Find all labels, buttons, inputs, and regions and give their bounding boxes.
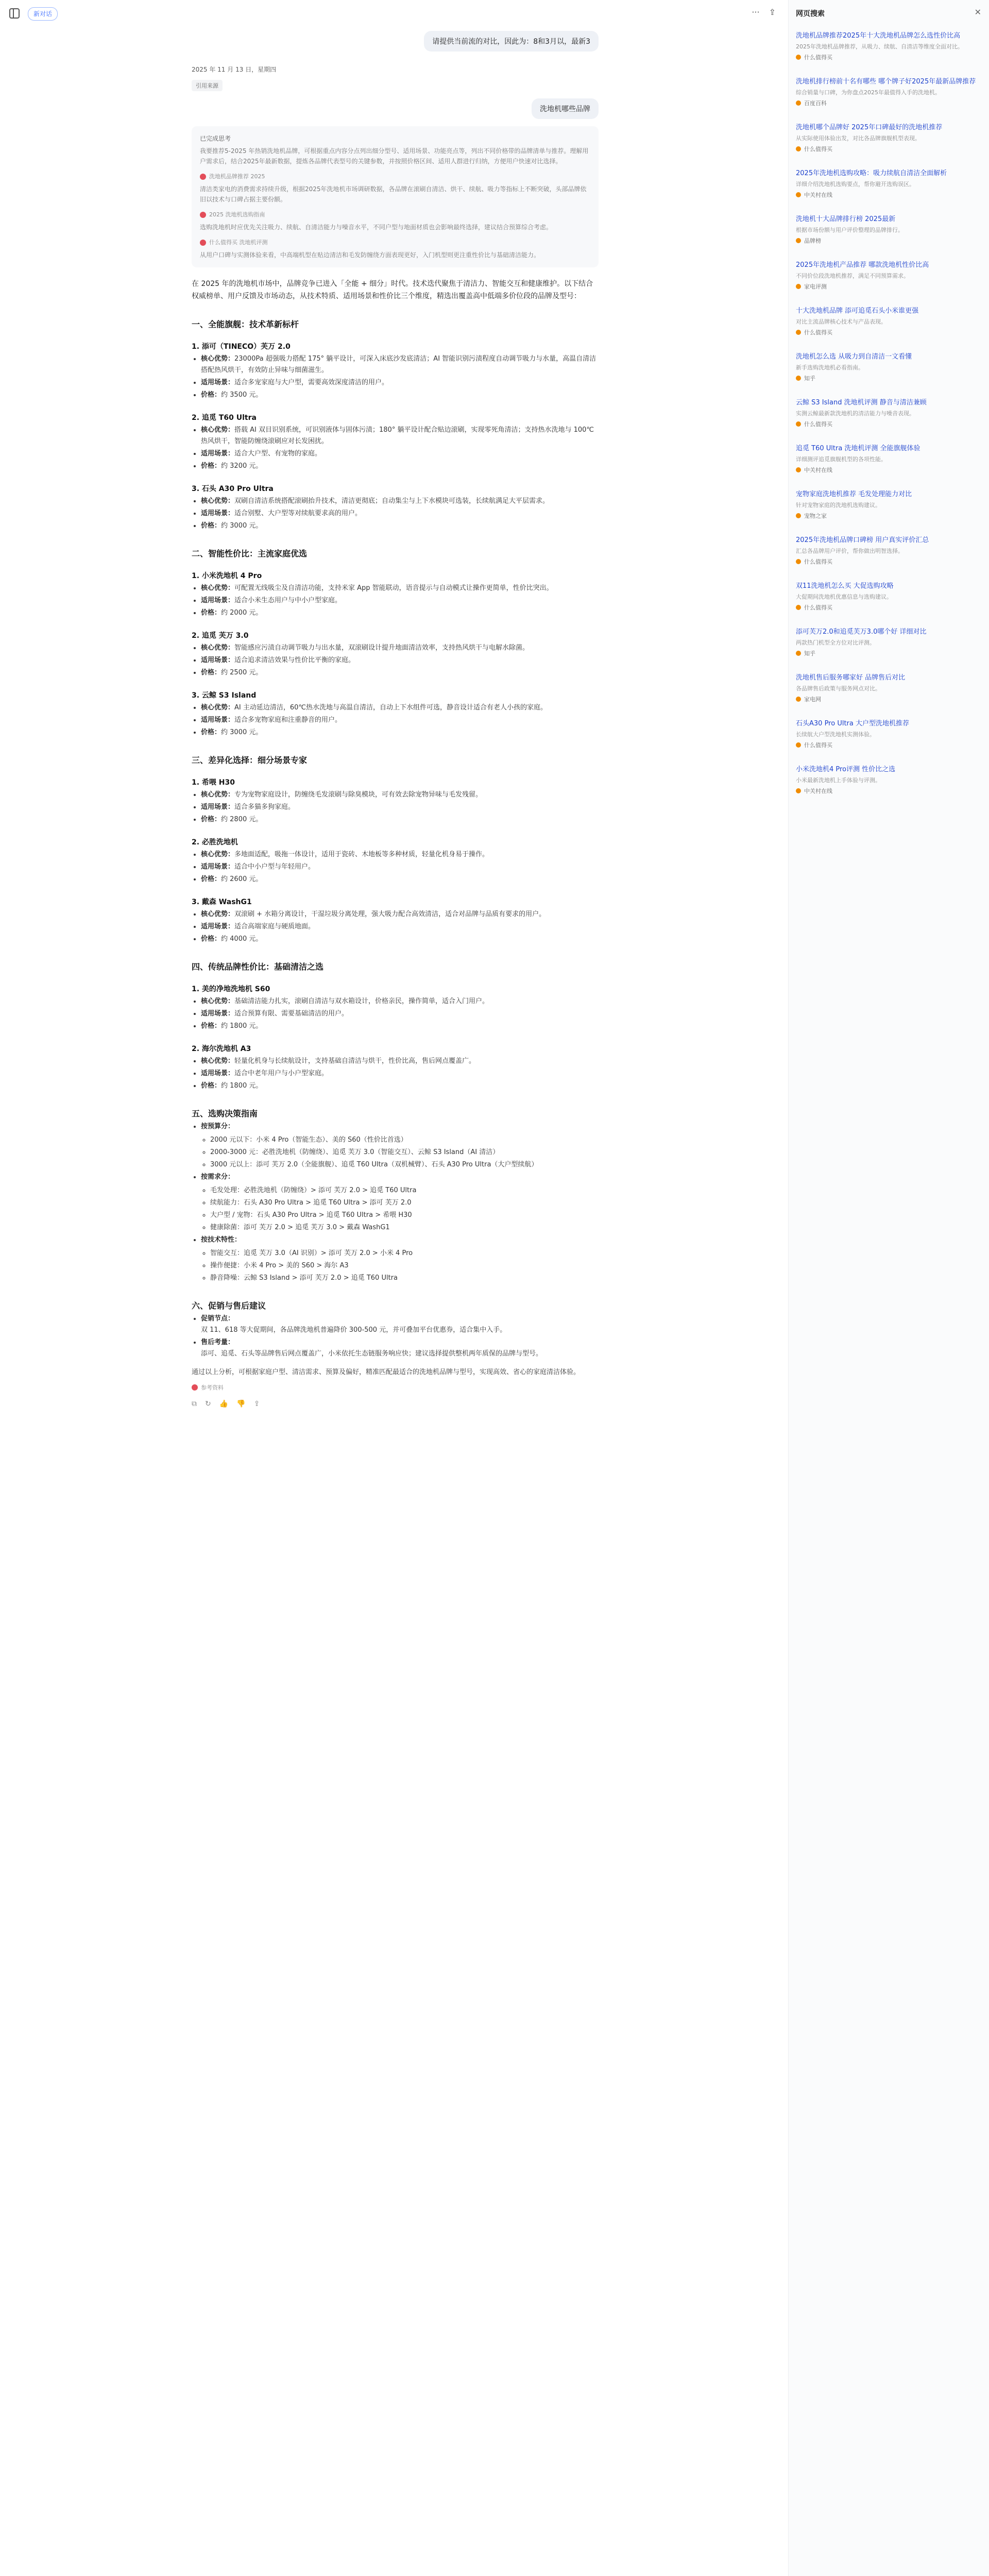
result-source-name: 什么值得买 [804,604,832,611]
product-name: 1. 添可（TINECO）芙万 2.0 [192,343,291,351]
source-icon [796,192,801,197]
guide-item: ◦ 智能交互：追觅 芙万 3.0（AI 识别）> 添可 芙万 2.0 > 小米 4 Pro [210,1248,599,1259]
result-source-name: 什么值得买 [804,54,832,61]
search-result[interactable] [796,31,981,61]
product-details [192,789,599,825]
result-snippet: 对比主流品牌核心技术与产品表现。 [796,318,886,325]
promo-label: 促销节点： [201,1315,235,1323]
result-title[interactable]: 洗地机哪个品牌好 2025年口碑最好的洗地机推荐 [796,124,943,131]
fit-scene-label: 适用场景： [201,510,235,517]
section-title: 六、促销与售后建议 [192,1301,266,1311]
price-label: 价格： [201,1022,221,1030]
fit-scene-label: 适用场景： [201,379,235,386]
result-source-name: 什么值得买 [804,146,832,152]
aftersale-label: 售后考量： [201,1338,235,1346]
product-name: 1. 小米洗地机 4 Pro [192,572,262,580]
result-source [796,649,981,657]
result-snippet: 针对宠物家庭的洗地机选购建议。 [796,502,881,509]
source-icon [796,651,801,656]
product-name: 3. 石头 A30 Pro Ultra [192,485,274,493]
product-name: 2. 追觅 T60 Ultra [192,414,257,422]
price-text: 约 2000 元。 [221,609,263,617]
search-result[interactable] [796,719,981,749]
price-text: 约 1800 元。 [221,1082,263,1090]
product-name: 1. 希喂 H30 [192,778,235,787]
date-line: 2025 年 11 月 13 日，星期四 [192,66,277,73]
fit-scene-text: 适合小米生态用户与中小户型家庭。 [234,597,342,604]
search-result[interactable] [796,765,981,795]
core-advantage-text: 双刷自清洁系统搭配滚刷抬升技术，清洁更彻底；自动集尘与上下水模块可选装，长续航满足大平层需求。 [234,497,550,505]
source-icon [200,212,206,218]
section-title: 二、智能性价比：主流家庭优选 [192,549,308,558]
result-snippet: 综合销量与口碑，为你盘点2025年最值得入手的洗地机。 [796,89,941,96]
core-advantage-text: 智能感应污渍自动调节吸力与出水量，双滚刷设计提升地面清洁效率，支持热风烘干与电解水除菌。 [234,644,530,652]
core-advantage-text: AI 主动延边清洁，60℃热水洗地与高温自清洁，自动上下水组件可选，静音设计适合有老人小孩的家庭。 [234,704,548,711]
core-advantage-label: 核心优势： [201,426,235,434]
core-advantage-text: 搭载 AI 双目识别系统，可识别液体与固体污渍；180° 躺平设计配合贴边滚刷，实现零死角清洁；支持热水洗地与 100℃ 热风烘干，智能防缠绕滚刷应对长发困扰。 [201,426,594,445]
price-text: 约 3000 元。 [221,728,263,736]
thinking-text: 我要推荐5-2025 年热销洗地机品牌，可根据重点内容分点列出细分型号、适用场景、功能亮点等，列出不同价格带的品牌清单与推荐。理解用户需求后，结合2025年最新数据，提炼各品牌代表型号的关键参数，并按照价格区间、适用人群进行归纳，方便用户快速对比选择。 [200,147,589,165]
section-title: 五、选购决策指南 [192,1109,258,1118]
result-snippet: 汇总各品牌用户评价，帮你做出明智选择。 [796,548,903,554]
ref-source[interactable] [200,210,590,220]
price-text: 约 2800 元。 [221,816,263,823]
search-result[interactable] [796,123,981,153]
thinking-card [192,126,599,267]
search-result[interactable] [796,673,981,703]
section-title: 四、传统品牌性价比：基础清洁之选 [192,962,324,972]
sidebar-toggle-icon[interactable] [9,8,20,19]
core-advantage-text: 基础清洁能力扎实，滚刷自清洁与双水箱设计，价格亲民，操作简单，适合入门用户。 [234,997,489,1005]
result-title[interactable]: 2025年洗地机产品推荐 哪款洗地机性价比高 [796,261,929,269]
result-source [796,741,981,749]
price-label: 价格： [201,1082,221,1090]
core-advantage-label: 核心优势： [201,791,235,799]
source-icon [796,697,801,702]
search-result[interactable] [796,306,981,336]
ref-source[interactable] [200,238,590,248]
result-source [796,236,981,245]
result-source [796,603,981,612]
result-snippet: 长续航大户型洗地机实测体验。 [796,731,875,738]
search-result[interactable] [796,444,981,474]
result-title[interactable]: 追觅 T60 Ultra 洗地机评测 全能旗舰体验 [796,445,920,452]
product-details [192,583,599,619]
thumbs-down-icon[interactable]: 👎 [236,1400,246,1408]
price-label: 价格： [201,816,221,823]
result-snippet: 大促期间洗地机优惠信息与选购建议。 [796,594,892,600]
result-source-name: 百度百科 [804,100,827,107]
source-icon [796,605,801,610]
result-snippet: 根据市场份额与用户评价整理的品牌排行。 [796,227,903,233]
ref-source[interactable] [200,172,590,182]
fit-scene-label: 适用场景： [201,597,235,604]
closing-source[interactable] [192,1383,599,1392]
price-label: 价格： [201,391,221,399]
result-snippet: 详细介绍洗地机选购要点，帮你避开选购误区。 [796,181,915,188]
result-source [796,695,981,703]
search-result[interactable] [796,352,981,382]
search-result[interactable] [796,581,981,612]
result-title[interactable]: 洗地机怎么选 从吸力到自清洁一文看懂 [796,353,912,361]
answer-intro: 在 2025 年的洗地机市场中，品牌竞争已进入「全能 + 细分」时代。技术迭代聚焦于清洁力、智能交互和健康维护。以下结合权威榜单、用户反馈及市场动态，从技术特质、适用场景和性价比三个维度，精选出覆盖高中低端多价位段的品牌及型号： [192,280,593,300]
result-title[interactable]: 2025年洗地机选购攻略：吸力续航自清洁全面解析 [796,170,947,177]
result-source-name: 中关村在线 [804,467,832,473]
result-title[interactable]: 洗地机售后服务哪家好 品牌售后对比 [796,674,906,682]
result-source [796,420,981,428]
product-details [192,909,599,945]
source-icon [796,55,801,60]
core-advantage-label: 核心优势： [201,355,235,363]
core-advantage-label: 核心优势： [201,497,235,505]
guide-item: ◦ 2000-3000 元：必胜洗地机（防缠绕）、追觅 芙万 3.0（智能交互）、云鲸 S3 Island（AI 清洁） [210,1147,599,1158]
fit-scene-text: 适合预算有限、需要基础清洁的用户。 [234,1010,349,1018]
closing-text: 通过以上分析，可根据家庭户型、清洁需求、预算及偏好，精准匹配最适合的洗地机品牌与型号，实现高效、省心的家庭清洁体验。 [192,1368,581,1376]
result-source [796,328,981,336]
core-advantage-text: 23000Pa 超强吸力搭配 175° 躺平设计，可深入床底沙发底清洁；AI 智能识别污渍程度自动调节吸力与水量，高温自清洁搭配热风烘干，有效防止异味与细菌滋生。 [201,355,596,374]
source-icon [192,1384,198,1391]
source-label: 参考资料 [201,1384,224,1391]
core-advantage-text: 可配置无线吸尘及自清洁功能，支持米家 App 智能联动，语音提示与自动模式让操作更简单，性价比突出。 [234,584,553,592]
result-snippet: 从实际使用体验出发，对比各品牌旗舰机型表现。 [796,135,920,142]
ref-source-name: 洗地机品牌推荐 2025 [209,173,265,180]
source-icon [796,100,801,106]
guide-item: ◦ 健康除菌：添可 芙万 2.0 > 追觅 芙万 3.0 > 戴森 WashG1 [210,1222,599,1233]
guide-item: ◦ 毛发处理：必胜洗地机（防缠绕）> 添可 芙万 2.0 > 追觅 T60 Ultra [210,1185,599,1196]
result-title[interactable]: 添可芙万2.0和追觅芙万3.0哪个好 详细对比 [796,628,927,636]
top-bar [0,0,788,27]
result-source [796,53,981,61]
result-source-name: 品牌榜 [804,238,821,244]
price-label: 价格： [201,462,221,470]
result-source-name: 宠物之家 [804,513,827,519]
ref-source-name: 2025 洗地机选购指南 [209,211,265,218]
ref-source-text: 选购洗地机时应优先关注吸力、续航、自清洁能力与噪音水平，不同户型与地面材质也会影响最终选择，建议结合预算综合考虑。 [200,224,553,231]
result-source-name: 家电网 [804,696,821,703]
product-name: 2. 追觅 芙万 3.0 [192,632,249,640]
fit-scene-label: 适用场景： [201,803,235,811]
fit-scene-label: 适用场景： [201,716,235,724]
result-snippet: 小米最新洗地机上手体验与评测。 [796,777,881,784]
ref-source-name: 什么值得买 洗地机评测 [209,239,268,246]
result-title[interactable]: 双11洗地机怎么买 大促选购攻略 [796,582,894,590]
result-snippet: 详细测评追觅旗舰机型的各项性能。 [796,456,886,463]
core-advantage-label: 核心优势： [201,584,235,592]
fit-scene-text: 适合中小户型与年轻用户。 [234,863,315,871]
chat-thread [192,31,599,1408]
ref-source-text: 从用户口碑与实测体验来看，中高端机型在贴边清洁和毛发防缠绕方面表现更好，入门机型则更注重性价比与基础清洁能力。 [200,251,540,259]
source-icon [796,742,801,748]
fit-scene-text: 适合高端家庭与硬质地面。 [234,923,315,930]
search-result[interactable] [796,214,981,245]
price-text: 约 3500 元。 [221,391,263,399]
user-message: 洗地机哪些品牌 [532,98,599,119]
source-icon [796,284,801,289]
core-advantage-label: 核心优势： [201,851,235,858]
product-name: 2. 海尔洗地机 A3 [192,1045,251,1053]
guide-item: ◦ 续航能力：石头 A30 Pro Ultra > 追觅 T60 Ultra > 添可 芙万 2.0 [210,1197,599,1209]
result-title[interactable]: 云鲸 S3 Island 洗地机评测 静音与清洁兼顾 [796,399,927,406]
message-actions [192,1400,599,1408]
user-message: 请提供当前流的对比，因此为：8和3月以，最新3 [424,31,599,52]
fit-scene-label: 适用场景： [201,656,235,664]
guide-item: ◦ 2000 元以下：小米 4 Pro（智能生态）、美的 S60（性价比首选） [210,1134,599,1146]
budget-label: 按预算分： [201,1123,235,1130]
core-advantage-label: 核心优势： [201,910,235,918]
guide-item: ◦ 3000 元以上：添可 芙万 2.0（全能旗舰）、追觅 T60 Ultra（双机械臂）、石头 A30 Pro Ultra（大户型续航） [210,1159,599,1171]
fit-scene-text: 适合大户型、有宠物的家庭。 [234,450,322,457]
result-source-name: 什么值得买 [804,329,832,336]
search-result[interactable] [796,535,981,566]
fit-scene-text: 适合多宠家庭与大户型，需要高效深度清洁的用户。 [234,379,389,386]
source-icon [200,174,206,180]
result-source [796,787,981,795]
result-snippet: 不同价位段洗地机推荐，满足不同预算需求。 [796,273,909,279]
result-snippet: 各品牌售后政策与服务网点对比。 [796,685,881,692]
search-panel [788,0,989,2576]
source-icon [796,467,801,472]
product-name: 1. 美的净地洗地机 S60 [192,985,270,993]
core-advantage-label: 核心优势： [201,1057,235,1065]
product-details [192,642,599,679]
result-title[interactable]: 2025年洗地机品牌口碑榜 用户真实评价汇总 [796,536,929,544]
core-advantage-text: 专为宠物家庭设计，防缠绕毛发滚刷与除臭模块，可有效去除宠物异味与毛发残留。 [234,791,483,799]
search-result[interactable] [796,260,981,291]
result-source [796,557,981,566]
result-source-name: 什么值得买 [804,421,832,428]
result-source-name: 什么值得买 [804,742,832,749]
source-icon [796,788,801,793]
fit-scene-label: 适用场景： [201,863,235,871]
result-source [796,512,981,520]
copy-icon[interactable]: ⧉ [192,1400,197,1408]
source-icon [796,330,801,335]
source-icon [796,421,801,427]
product-details [192,425,599,472]
search-result[interactable] [796,168,981,199]
ref-source-text: 清洁类家电的消费需求持续升级，根据2025年洗地机市场调研数据，各品牌在滚刷自清洁、烘干、续航、吸力等指标上不断突破，头部品牌依旧以技术与口碑占据主要份额。 [200,185,587,203]
source-icon [200,240,206,246]
fit-scene-text: 适合别墅、大户型等对续航要求高的用户。 [234,510,362,517]
product-name: 3. 戴森 WashG1 [192,898,252,906]
product-name: 2. 必胜洗地机 [192,838,238,846]
share-icon[interactable]: ⇪ [769,7,776,17]
result-source [796,466,981,474]
result-source-name: 家电评测 [804,283,827,290]
result-source [796,374,981,382]
fit-scene-text: 适合中老年用户与小户型家庭。 [234,1070,329,1077]
result-source-name: 知乎 [804,375,815,382]
price-text: 约 2600 元。 [221,875,263,883]
source-icon [796,559,801,564]
price-text: 约 1800 元。 [221,1022,263,1030]
fit-scene-text: 适合追求清洁效果与性价比平衡的家庭。 [234,656,355,664]
product-details [192,996,599,1032]
promo-text: 双 11、618 等大促期间，各品牌洗地机普遍降价 300-500 元，并可叠加平台优惠券，适合集中入手。 [201,1326,507,1334]
fit-scene-label: 适用场景： [201,1070,235,1077]
result-title[interactable]: 石头A30 Pro Ultra 大户型洗地机推荐 [796,720,909,727]
guide-item: ◦ 大户型 / 宠物：石头 A30 Pro Ultra > 追觅 T60 Ultra > 希喂 H30 [210,1210,599,1221]
product-details [192,353,599,401]
price-label: 价格： [201,728,221,736]
fit-scene-label: 适用场景： [201,450,235,457]
result-title[interactable]: 洗地机十大品牌排行榜 2025最新 [796,215,896,223]
price-label: 价格： [201,669,221,676]
regenerate-icon[interactable]: ↻ [205,1400,211,1408]
fit-scene-label: 适用场景： [201,923,235,930]
product-name: 3. 云鲸 S3 Island [192,691,257,700]
result-title[interactable]: 洗地机品牌推荐2025年十大洗地机品牌怎么选性价比高 [796,32,961,40]
price-text: 约 2500 元。 [221,669,263,676]
product-details [192,496,599,532]
thumbs-up-icon[interactable]: 👍 [219,1400,229,1408]
core-advantage-text: 多地面适配，吸拖一体设计，适用于瓷砖、木地板等多种材质，轻量化机身易于操作。 [234,851,489,858]
result-source [796,282,981,291]
price-label: 价格： [201,875,221,883]
result-source-name: 什么值得买 [804,558,832,565]
price-label: 价格： [201,609,221,617]
section-title: 三、差异化选择：细分场景专家 [192,755,308,765]
result-title[interactable]: 小米洗地机4 Pro评测 性价比之选 [796,766,896,773]
core-advantage-text: 轻量化机身与长续航设计，支持基础自清洁与烘干，性价比高，售后网点覆盖广。 [234,1057,476,1065]
result-title[interactable]: 十大洗地机品牌 添可追觅石头小米谁更强 [796,307,919,315]
close-icon[interactable]: ✕ [974,7,981,17]
core-advantage-label: 核心优势： [201,997,235,1005]
product-details [192,849,599,885]
fit-scene-text: 适合多宠物家庭和注重静音的用户。 [234,716,342,724]
product-details [192,702,599,738]
result-title[interactable]: 洗地机排行榜前十名有哪些 哪个牌子好2025年最新品牌推荐 [796,78,976,86]
search-result[interactable] [796,627,981,657]
product-details [192,1056,599,1092]
fit-scene-text: 适合多猫多狗家庭。 [234,803,295,811]
result-snippet: 实测云鲸最新款洗地机的清洁能力与噪音表现。 [796,410,915,417]
promo-list [192,1313,599,1360]
result-source-name: 知乎 [804,650,815,657]
price-text: 约 3200 元。 [221,462,263,470]
search-tag[interactable]: 引用来源 [192,80,223,91]
panel-title: 网页搜索 [796,10,825,18]
price-label: 价格： [201,522,221,530]
core-advantage-text: 双滚刷 + 水箱分离设计，干湿垃圾分离处理，强大吸力配合高效清洁，适合对品牌与品质有要求的用户。 [234,910,546,918]
result-snippet: 2025年洗地机品牌推荐，从吸力、续航、自清洁等维度全面对比。 [796,43,963,50]
source-icon [796,146,801,151]
source-icon [796,513,801,518]
search-result[interactable] [796,489,981,520]
result-source [796,191,981,199]
source-icon [796,238,801,243]
search-result[interactable] [796,77,981,107]
fit-scene-label: 适用场景： [201,1010,235,1018]
guide-item: ◦ 操作便捷：小米 4 Pro > 美的 S60 > 海尔 A3 [210,1260,599,1272]
thinking-title[interactable]: 已完成思考 [200,135,231,142]
source-icon [796,376,801,381]
core-advantage-label: 核心优势： [201,704,235,711]
result-snippet: 两款热门机型全方位对比评测。 [796,639,875,646]
price-label: 价格： [201,935,221,943]
buy-guide [192,1121,599,1284]
guide-item: ◦ 静音降噪：云鲸 S3 Island > 添可 芙万 2.0 > 追觅 T60 Ultra [210,1273,599,1284]
price-text: 约 3000 元。 [221,522,263,530]
need-label: 按需求分： [201,1173,235,1181]
result-source-name: 中关村在线 [804,192,832,198]
search-result[interactable] [796,398,981,428]
result-source [796,145,981,153]
price-text: 约 4000 元。 [221,935,263,943]
share-answer-icon[interactable]: ⇪ [253,1400,260,1408]
result-source-name: 中关村在线 [804,788,832,794]
core-advantage-label: 核心优势： [201,644,235,652]
tech-label: 按技术特性： [201,1236,242,1244]
result-snippet: 新手选购洗地机必看指南。 [796,364,864,371]
more-icon[interactable]: ··· [752,7,760,17]
new-chat-button[interactable]: 新对话 [28,7,58,21]
result-title[interactable]: 宠物家庭洗地机推荐 毛发处理能力对比 [796,490,912,498]
section-title: 一、全能旗舰：技术革新标杆 [192,319,299,329]
result-source [796,99,981,107]
aftersale-text: 添可、追觅、石头等品牌售后网点覆盖广，小米依托生态链服务响应快；建议选择提供整机两年质保的品牌与型号。 [201,1350,543,1358]
